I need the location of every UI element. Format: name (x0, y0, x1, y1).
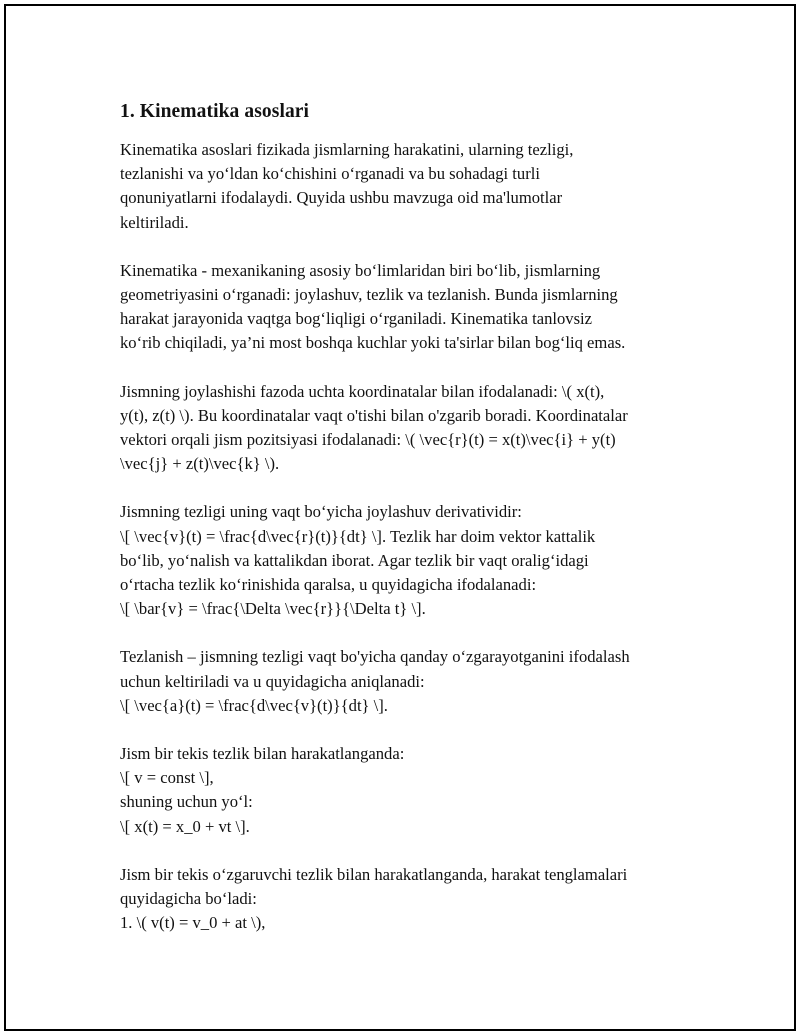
document-body (120, 100, 700, 959)
text-line: geometriyasini o‘rganadi: joylashuv, tezlik va tezlanish. Bunda jismlarning (120, 285, 618, 305)
text-line: 1. \( v(t) = v_0 + at \), (120, 913, 266, 933)
text-line: o‘rtacha tezlik ko‘rinishida qaralsa, u quyidagicha ifodalanadi: (120, 575, 537, 595)
paragraph-definition (120, 259, 700, 356)
paragraph-velocity (120, 500, 700, 621)
text-line: \[ x(t) = x_0 + vt \]. (120, 816, 250, 836)
text-line: \[ \bar{v} = \frac{\Delta \vec{r}}{\Delta t} \]. (120, 599, 426, 619)
text-line: shuning uchun yo‘l: (120, 792, 253, 812)
text-line: \[ v = const \], (120, 768, 214, 788)
text-line: qonuniyatlarni ifodalaydi. Quyida ushbu mavzuga oid ma'lumotlar (120, 188, 563, 208)
paragraph-position (120, 380, 700, 477)
text-line: tezlanishi va yo‘ldan ko‘chishini o‘rganadi va bu sohadagi turli (120, 164, 540, 184)
paragraph-uniform-motion (120, 742, 700, 839)
text-line: \[ \vec{a}(t) = \frac{d\vec{v}(t)}{dt} \]. (120, 695, 388, 715)
text-line: bo‘lib, yo‘nalish va kattalikdan iborat. Agar tezlik bir vaqt oralig‘idagi (120, 550, 589, 570)
paragraph-intro (120, 138, 700, 235)
text-line: Tezlanish – jismning tezligi vaqt bo'yicha qanday o‘zgarayotganini ifodalash (120, 647, 630, 667)
text-line: ko‘rib chiqiladi, ya’ni most boshqa kuchlar yoki ta'sirlar bilan bog‘liq emas. (120, 333, 626, 353)
text-line: \vec{j} + z(t)\vec{k} \). (120, 454, 280, 474)
text-line: y(t), z(t) \). Bu koordinatalar vaqt o'tishi bilan o'zgarib boradi. Koordinatalar (120, 405, 628, 425)
text-line: keltiriladi. (120, 212, 189, 232)
paragraph-accelerated-motion (120, 863, 700, 936)
section-heading: 1. Kinematika asoslari (120, 101, 310, 122)
text-line: quyidagicha bo‘ladi: (120, 889, 257, 909)
text-line: harakat jarayonida vaqtga bog‘liqligi o‘rganiladi. Kinematika tanlovsiz (120, 309, 593, 329)
text-line: \[ \vec{v}(t) = \frac{d\vec{r}(t)}{dt} \]. Tezlik har doim vektor kattalik (120, 526, 596, 546)
text-line: Jismning tezligi uning vaqt bo‘yicha joylashuv derivatividir: (120, 502, 522, 522)
paragraph-acceleration (120, 645, 700, 718)
text-line: Kinematika asoslari fizikada jismlarning harakatini, ularning tezligi, (120, 140, 574, 159)
text-line: Jismning joylashishi fazoda uchta koordinatalar bilan ifodalanadi: \( x(t), (120, 381, 605, 401)
page-frame (4, 4, 796, 1031)
text-line: uchun keltiriladi va u quyidagicha aniqlanadi: (120, 671, 425, 691)
text-line: Kinematika - mexanikaning asosiy bo‘limlaridan biri bo‘lib, jismlarning (120, 260, 601, 280)
text-line: Jism bir tekis tezlik bilan harakatlanganda: (120, 744, 405, 764)
text-line: Jism bir tekis o‘zgaruvchi tezlik bilan harakatlanganda, harakat tenglamalari (120, 864, 628, 884)
text-line: vektori orqali jism pozitsiyasi ifodalanadi: \( \vec{r}(t) = x(t)\vec{i} + y(t) (120, 430, 616, 450)
